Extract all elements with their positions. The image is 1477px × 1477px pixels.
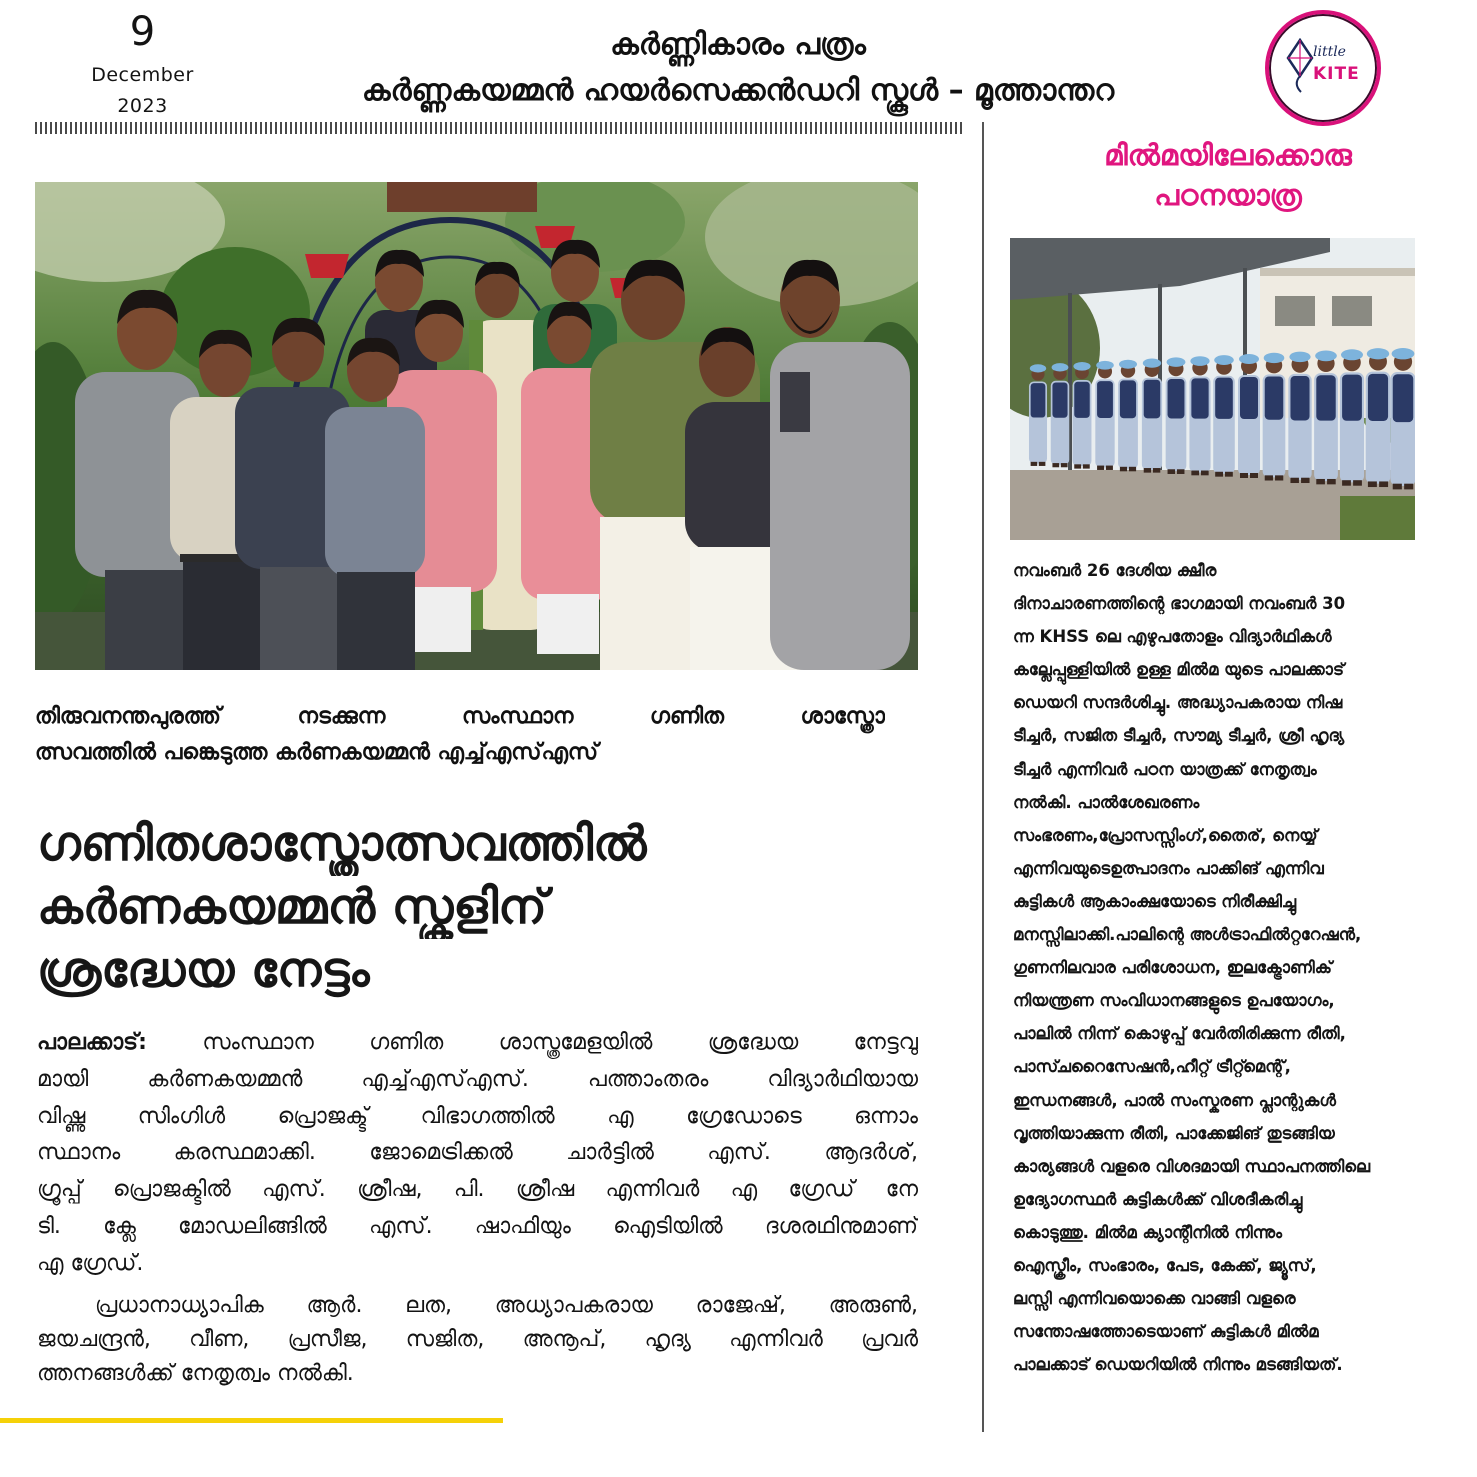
group-photo: [35, 182, 918, 670]
logo-text-little: little: [1313, 44, 1346, 60]
garden-banner: [387, 182, 537, 212]
body-line: ഗ്രൂപ്പ് പ്രൊജക്ടിൽ എസ്. ശ്രീഷ, പി. ശ്രീഷ എന്നിവർ എ ഗ്രേഡ് നേ: [37, 1177, 918, 1203]
side-story-body: [1013, 554, 1458, 1381]
side-story-title: [1000, 135, 1456, 215]
side-body-line: പാലിൽ നിന്ന് കൊഴുപ്പ് വേർതിരിക്കുന്ന രീതി,: [1013, 1024, 1346, 1044]
issue-date: [85, 0, 200, 125]
side-body-line: വൃത്തിയാക്കുന്ന രീതി, പാക്കേജിങ് തുടങ്ങിയ: [1013, 1123, 1335, 1143]
body-line: ത്തനങ്ങൾക്ക് നേതൃത്വം നൽകി.: [37, 1361, 354, 1386]
headline-line: കർണകയമ്മൻ സ്കൂളിന്: [37, 879, 547, 935]
body-line: മായി കർണകയമ്മൻ എച്ച്എസ്എസ്. പത്താംതരം വിദ്യാർഥിയായ: [37, 1066, 918, 1092]
side-body-line: ഐസ്ക്രീം, സംഭാരം, പേട, കേക്ക്, ജ്യൂസ്,: [1013, 1255, 1317, 1275]
side-title-line: പഠനയാത്ര: [1154, 178, 1302, 212]
students-row: [1029, 348, 1415, 489]
side-body-line: എന്നിവയുടെഉത്പാദനം പാക്കിങ് എന്നിവ: [1013, 858, 1324, 878]
milma-visit-photo: [1010, 238, 1415, 540]
caption-line: ത്സവത്തിൽ പങ്കെടുത്ത കർണകയമ്മൻ എച്ച്എസ്എസ്: [35, 740, 599, 765]
side-body-line: കല്ലേപ്പുള്ളിയിൽ ഉള്ള മിൽമ യുടെ പാലക്കാട്: [1013, 660, 1345, 680]
body-line: ജയചന്ദ്രൻ, വീണ, പ്രസീജ, സജിത, അനൂപ്, ഹൃദ്യ എന്നിവർ പ്രവർ: [37, 1327, 918, 1352]
body-line: വിഷ്ണു സിംഗിൾ പ്രൊജക്ട് വിഭാഗത്തിൽ എ ഗ്രേഡോടെ ഒന്നാം: [37, 1103, 918, 1129]
side-body-line: മനസ്സിലാക്കി.പാലിന്റെ അൾട്രാഫിൽറ്ററേഷൻ,: [1013, 925, 1362, 945]
body-line-text: സംസ്ഥാന ഗണിത ശാസ്ത്രമേളയിൽ ശ്രദ്ധേയ നേട്ടവു: [202, 1030, 918, 1055]
little-kite-logo: [1265, 10, 1381, 126]
side-body-line: നൽകി. പാൽശേഖരണം: [1013, 792, 1200, 812]
caption-line: തിരുവനന്തപുരത്ത് നടക്കുന്ന സംസ്ഥാന ഗണിത ശാസ്ത്രോ: [35, 704, 885, 729]
side-body-line: കാര്യങ്ങൾ വളരെ വിശദമായി സ്ഥാപനത്തിലെ: [1013, 1156, 1371, 1176]
side-body-line: ഇന്ധനങ്ങൾ, പാൽ സംസ്കരണ പ്ലാന്റുകൾ: [1013, 1090, 1336, 1110]
side-body-line: നിയന്ത്രണ സംവിധാനങ്ങളുടെ ഉപയോഗം,: [1013, 991, 1335, 1011]
issue-day: 9: [129, 9, 156, 55]
photo-caption: [35, 699, 885, 771]
column-divider: [982, 122, 984, 1432]
side-body-line: സംഭരണം,പ്രോസസ്സിംഗ്,തൈര്, നെയ്യ്: [1013, 825, 1318, 845]
side-body-line: ലസ്സി എന്നിവയൊക്കെ വാങ്ങി വളരെ: [1013, 1289, 1296, 1309]
side-body-line: ടീച്ചർ എന്നിവർ പഠന യാത്രക്ക് നേതൃത്വം: [1013, 759, 1317, 779]
kite-icon: [1285, 38, 1315, 94]
accent-bar: [0, 1418, 503, 1423]
story-paragraph: [37, 1025, 918, 1283]
body-line: എ ഗ്രേഡ്.: [37, 1250, 144, 1276]
dateline: പാലക്കാട്:: [37, 1030, 147, 1055]
issue-year: 2023: [117, 95, 168, 117]
headline-line: ഗണിതശാസ്ത്രോത്സവത്തിൽ: [37, 816, 647, 872]
school-name: കർണ്ണകയമ്മൻ ഹയർസെക്കൻഡറി സ്കൂൾ – മൂത്താന്തറ: [361, 73, 1115, 108]
side-body-line: പാലക്കാട് ഡെയറിയിൽ നിന്നും മടങ്ങിയത്.: [1013, 1355, 1343, 1375]
body-line: പ്രധാനാധ്യാപിക ആർ. ലത, അധ്യാപകരായ രാജേഷ്, അരുൺ,: [95, 1293, 918, 1318]
side-body-line: ഡെയറി സന്ദർശിച്ചു. അദ്ധ്യാപകരായ നിഷ: [1013, 693, 1343, 713]
issue-month: December: [91, 64, 194, 86]
header-divider: [35, 122, 963, 134]
side-body-line: കൊടുത്തു. മിൽമ ക്യാന്റീനിൽ നിന്നും: [1013, 1222, 1283, 1242]
side-body-line: സന്തോഷത്തോടെയാണ് കുട്ടികൾ മിൽമ: [1013, 1322, 1319, 1342]
plants: [1340, 496, 1415, 540]
main-headline: [37, 813, 937, 1002]
side-body-line: പാസ്ചറൈസേഷൻ,ഹീറ്റ് ട്രീറ്റ്മെന്റ്,: [1013, 1057, 1291, 1077]
body-line: ടി. ക്ലേ മോഡലിങ്ങിൽ എസ്. ഷാഫിയും ഐടിയിൽ ദശരഥിനുമാണ്: [37, 1213, 918, 1239]
side-body-line: കുട്ടികൾ ആകാംക്ഷയോടെ നിരീക്ഷിച്ചു: [1013, 891, 1297, 911]
side-body-line: ദിനാചാരണത്തിന്റെ ഭാഗമായി നവംബർ 30: [1013, 594, 1346, 614]
side-body-line: ടീച്ചർ, സജിത ടീച്ചർ, സൗമ്യ ടീച്ചർ, ശ്രീ ഹൃദ്യ: [1013, 726, 1345, 746]
story-paragraph: [37, 1289, 918, 1391]
masthead: [238, 22, 1238, 114]
side-body-line: നവംബർ 26 ദേശിയ ക്ഷീര: [1013, 561, 1217, 580]
headline-line: ശ്രദ്ധേയ നേട്ടം: [37, 942, 370, 998]
side-title-line: മിൽമയിലേക്കൊരു: [1104, 138, 1352, 172]
body-line: സ്ഥാനം കരസ്ഥമാക്കി. ജോമെട്രിക്കൽ ചാർട്ടിൽ എസ്. ആദർശ്,: [37, 1140, 918, 1166]
logo-text-kite: KITE: [1313, 64, 1360, 84]
side-body-line: ന്ന KHSS ലെ എഴുപതോളം വിദ്യാർഥികൾ: [1013, 627, 1332, 647]
newspaper-title: കർണ്ണികാരം പത്രം: [610, 27, 866, 62]
side-body-line: ഗുണനിലവാര പരിശോധന, ഇലക്ട്രോണിക്: [1013, 958, 1332, 978]
side-body-line: ഉദ്യോഗസ്ഥർ കുട്ടികൾക്ക് വിശദീകരിച്ചു: [1013, 1189, 1303, 1209]
body-line: [37, 1025, 918, 1062]
